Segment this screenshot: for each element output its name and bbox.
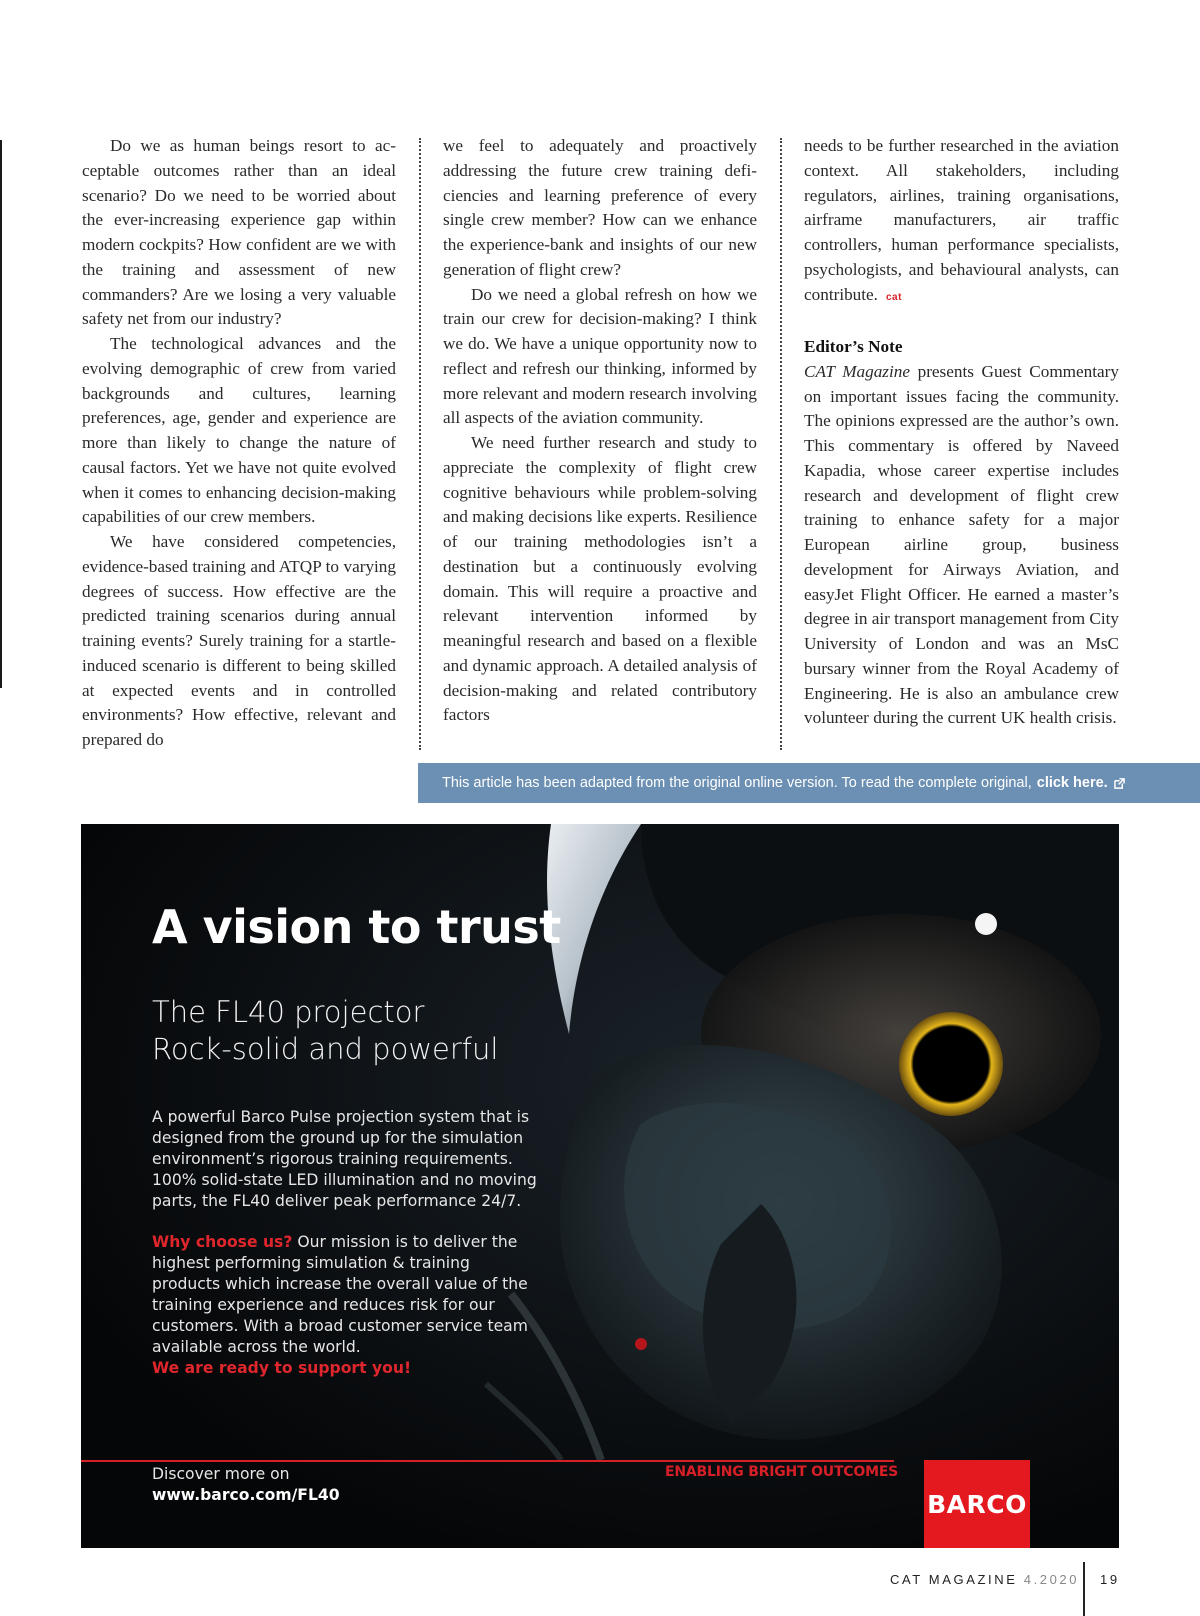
article-column-3: [804, 134, 1119, 731]
discover-label: Discover more on: [152, 1465, 290, 1483]
paragraph: we feel to adequately and proactively addressing the future crew training deficiencies and learning preference of every single crew member? How can we enhance the experience-bank and insights of our new generation of flight crew?: [443, 136, 757, 279]
ready-to-support-text: We are ready to support you!: [152, 1359, 412, 1377]
ad-discover-more: [152, 1464, 340, 1506]
click-here-link[interactable]: click here.: [1036, 775, 1108, 791]
adapted-article-banner: [418, 763, 1200, 803]
article-column-2: [443, 134, 757, 728]
barco-advertisement: [81, 824, 1119, 1548]
external-link-icon[interactable]: [1114, 778, 1125, 789]
editors-note-heading: [804, 335, 1119, 360]
editors-note-title: Editor’s Note: [804, 337, 903, 356]
column-divider: [419, 138, 421, 750]
editors-note: [804, 360, 1119, 731]
page-number: 19: [1100, 1572, 1120, 1587]
ad-body: A powerful Barco Pulse projection system that is designed from the ground up for the simulation environment’s rigorous training requirements. 100% solid-state LED illumination and no moving parts, the FL40 deliver peak performance 24/7.: [152, 1108, 537, 1210]
magazine-name: CAT Magazine: [804, 361, 910, 381]
ad-subtitle-line-1: The FL40 projector: [152, 995, 425, 1029]
paragraph: [804, 134, 1119, 310]
left-edge-rule: [0, 140, 2, 688]
banner-text: This article has been adapted from the original online version. To read the complete original,: [442, 775, 1032, 791]
ad-tagline: ENABLING BRIGHT OUTCOMES: [665, 1464, 899, 1480]
paragraph: The technological advances and the evolving demographic of crew from varied backgrounds and cultures, learning preferences, age, gender and experience are more than likely to change the nature of causal factors. Yet we have not quite evolved when it comes to enhancing decision-making capabilities of our crew members.: [82, 334, 396, 527]
paragraph: Do we need a global refresh on how we train our crew for decision-making? I think we do. We have a unique opportunity now to reflect and refresh our thinking, informed by more relevant and modern research involving all aspects of the aviation community.: [443, 284, 757, 428]
ad-red-rule: [81, 1460, 894, 1462]
ad-title: A vision to trust: [152, 900, 561, 954]
paragraph-text: needs to be further researched in the aviation context. All stakeholders, including regulators, airlines, training organisations, airframe manufacturers, air traffic controllers, human performance specialists, psychologists, and behavioural analysts, can contribute.: [804, 136, 1119, 304]
ad-subtitle-line-2: Rock-solid and powerful: [152, 1032, 499, 1066]
magazine-title: CAT MAGAZINE: [890, 1572, 1018, 1587]
ad-why-choose-us: [152, 1232, 532, 1379]
editors-note-body: presents Guest Commentary on important issues facing the community. The opinions expressed are the author’s own. This commentary is offered by Naveed Kapadia, whose career expertise includes research and development of flight crew training to enhance safety for a major European airline group, business development for Airways Aviation, and easyJet Flight Officer. He earned a master’s degree in air transport management from City University of London and was an MsC bursary winner from the Royal Academy of Engineering. He is also an ambulance crew volunteer during the current UK health crisis.: [804, 361, 1119, 728]
barco-logo: [924, 1460, 1030, 1548]
footer-magazine: [890, 1572, 1079, 1587]
ad-subtitle: [152, 994, 498, 1068]
issue-number: 4.2020: [1023, 1572, 1080, 1587]
paragraph: We need further research and study to appreciate the complexity of flight crew cognitive behaviours while problem-solving and making decisions like experts. Resilience of our training methodologies isn’t a destination but a continuously evolving domain. This will require a proactive and relevant intervention informed by meaningful research and based on a flexible and dynamic approach. A detailed analysis of decision-making and related contributory factors: [443, 433, 757, 725]
article-column-1: [82, 134, 396, 753]
barco-url-link[interactable]: www.barco.com/FL40: [152, 1486, 340, 1504]
barco-logo-text: BARCO: [927, 1489, 1027, 1519]
column-divider: [780, 138, 782, 750]
why-choose-us-label: Why choose us?: [152, 1233, 293, 1251]
why-choose-us-text: Our mission is to deliver the highest performing simulation & training products which increase the overall value of the training experience and reduces risk for our customers. With a broad customer service team available across the world.: [152, 1233, 528, 1356]
paragraph: Do we as human beings resort to acceptable outcomes rather than an ideal scenario? Do we need to be worried about the ever-increasing experience gap within modern cockpits? How confident are we with the training and assessment of new commanders? Are we losing a very valuable safety net from our industry?: [82, 136, 396, 329]
paragraph: We have considered competencies, evidence-based training and ATQP to varying degrees of success. How effective are the predicted training scenarios during annual training events? Surely training for a startle-induced scenario is different to being skilled at expected events and in controlled environments? How effective, relevant and prepared do: [82, 532, 396, 749]
footer-divider: [1083, 1562, 1085, 1616]
cat-end-mark: cat: [885, 291, 902, 303]
